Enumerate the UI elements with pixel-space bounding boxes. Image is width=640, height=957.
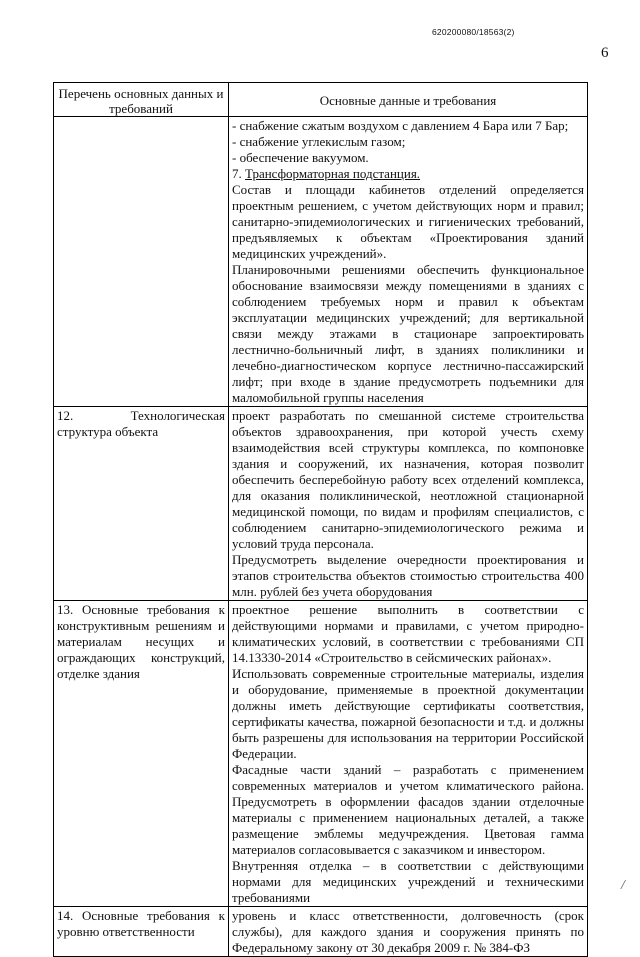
paragraph: - снабжение углекислым газом; (232, 134, 406, 149)
paragraph: Предусмотреть выделение очередности проектирования и этапов строительства объектов стоимостью строительства 400 млн. рублей без учета оборудования (232, 552, 584, 599)
paragraph: уровень и класс ответственности, долговечность (срок службы), для каждого здания и сооружения принять по Федеральному закону от 30 декабря 2009 г. № 384-ФЗ (232, 908, 584, 955)
item-number: 7. (232, 166, 245, 181)
item-heading (232, 166, 584, 182)
table-row (54, 907, 588, 957)
row-label: 13. Основные требования к конструктивным решениям и материалам несущих и ограждающих конструкций, отделке здания (54, 601, 229, 907)
table-row (54, 601, 588, 907)
paragraph: Внутренняя отделка – в соответствии с действующими нормами для медицинских учреждений и техническими требованиями (232, 858, 584, 905)
row-label (54, 117, 229, 407)
paragraph: проектное решение выполнить в соответствии с действующими нормами и правилами, с учетом природно-климатических условий, в соответствии с требованиями СП 14.13330-2014 «Строительство в сейсмических районах». (232, 602, 584, 665)
table-row (54, 117, 588, 407)
row-content (229, 601, 588, 907)
table-header-row (54, 83, 588, 117)
paragraph: Фасадные части зданий – разработать с применением современных материалов и учетом климатического района. Предусмотреть в оформлении фасадов здании отделочные материалы с применением национальных деталей, а также размещение эмблемы медучреждения. Цветовая гамма материалов согласовывается с заказчиком и инвестором. (232, 762, 584, 857)
row-content (229, 117, 588, 407)
row-label: 14. Основные требования к уровню ответственности (54, 907, 229, 957)
paragraph: проект разработать по смешанной системе строительства объектов здравоохранения, при которой учесть схему взаимодействия всей структуры комплекса, по компоновке здания и сооружений, их назначения, которая позволит обеспечить бесперебойную работу всех отделений комплекса, для оказания поликлинической, неотложной стационарной медицинской помощи, по видам и профилям специалистов, с соблюдением санитарно-эпидемиологического режима и условий труда персонала. (232, 408, 584, 551)
margin-mark: / (621, 878, 625, 893)
page-number: 6 (601, 45, 609, 61)
paragraph: - снабжение сжатым воздухом с давлением 4 Бара или 7 Бар; (232, 118, 569, 133)
table-row (54, 407, 588, 601)
row-content (229, 407, 588, 601)
paragraph: - обеспечение вакуумом. (232, 150, 369, 165)
paragraph: Состав и площади кабинетов отделений определяется проектным решением, с учетом действующих норм и правил; санитарно-эпидемиологических и гигиенических требований, предъявляемых к объектам «Проектирования зданий медицинских учреждений». (232, 182, 584, 261)
row-content (229, 907, 588, 957)
column-header-data: Основные данные и требования (229, 83, 588, 117)
paragraph: Использовать современные строительные материалы, изделия и оборудование, применяемые в проектной документации должны иметь действующие сертификаты соответствия, сертификаты качества, пожарной безопасности и т.д. и должны быть разрешены для использования на территории Российской Федерации. (232, 666, 584, 761)
paragraph: Планировочными решениями обеспечить функциональное обоснование взаимосвязи между помещениями в зданиях с соблюдением требуемых норм и правил к объектам эксплуатации медицинских учреждений; для вертикальной связи между этажами в стационаре запроектировать лестнично-больничный лифт, в зданиях поликлиники и лечебно-диагностическом корпусе лестнично-пассажирский лифт; при входе в здание предусмотреть подъемники для маломобильной группы населения (232, 262, 584, 405)
requirements-table (53, 82, 588, 957)
column-header-list: Перечень основных данных и требований (54, 83, 229, 117)
document-id: 620200080/18563(2) (432, 27, 515, 37)
row-label: 12. Технологическая структура объекта (54, 407, 229, 601)
item-title: Трансформаторная подстанция. (245, 166, 421, 181)
